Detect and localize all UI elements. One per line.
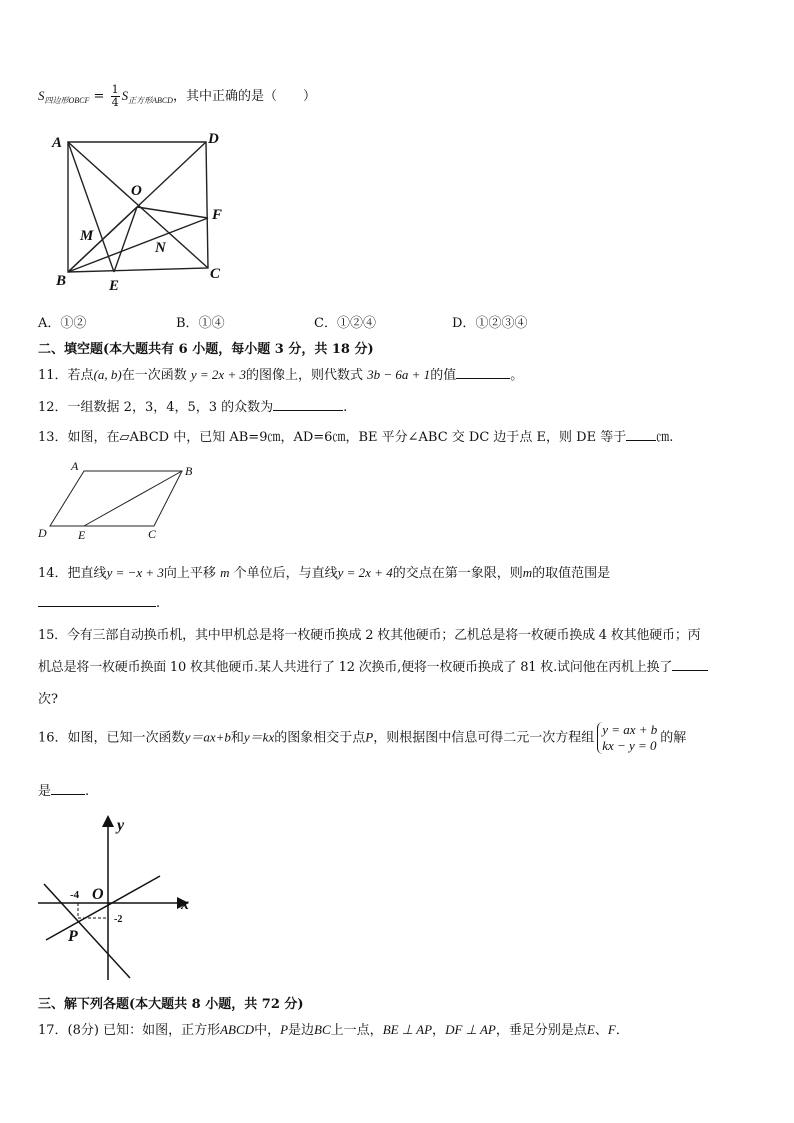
q17-t2: 中， bbox=[254, 1023, 281, 1038]
q16-t4: ，则根据图中信息可得二元一次方程组 bbox=[373, 730, 595, 746]
origin-label: O bbox=[92, 886, 104, 903]
axis-label-x: x bbox=[181, 896, 189, 913]
s2-sub: 正方形ABCD bbox=[128, 96, 173, 105]
q14-t5: 的取值范围是 bbox=[532, 566, 611, 581]
q16-t1: 如图，已知一次函数 bbox=[67, 730, 185, 746]
q17-f: F bbox=[607, 1022, 616, 1037]
q16-t3: 的图象相交于点 bbox=[274, 730, 366, 746]
q16-line2: 是 bbox=[38, 784, 52, 799]
q14-f2: y = 2x + 4 bbox=[337, 565, 393, 580]
q14-t1: 把直线 bbox=[67, 566, 107, 581]
q17-t6: ，垂足分别是点 bbox=[495, 1023, 587, 1038]
choice-d-value: ①②③④ bbox=[475, 316, 528, 331]
q17-t8: ． bbox=[615, 1023, 629, 1038]
q14-m2: m bbox=[522, 565, 533, 580]
s1-sub: 四边形OBCF bbox=[44, 96, 90, 105]
point-label-p: P bbox=[68, 928, 78, 945]
label-d: D bbox=[208, 131, 219, 147]
q14-t4: 的交点在第一象限，则 bbox=[392, 566, 523, 581]
frac-den: 4 bbox=[111, 96, 119, 109]
label-e: E bbox=[109, 278, 120, 294]
q13-text: 如图，在▱ABCD 中，已知 AB=9㎝，AD=6㎝，BE 平分∠ABC 交 DC 边于点 E，则 DE 等于 bbox=[67, 430, 627, 445]
label-b: B bbox=[56, 273, 67, 289]
q14-t2: 向上平移 bbox=[163, 566, 216, 581]
q16-f1: y＝ax+b bbox=[184, 729, 231, 745]
choice-a-letter: A． bbox=[38, 316, 61, 331]
q11-t3: 的图像上，则代数式 bbox=[245, 368, 363, 383]
q17-p: P bbox=[280, 1022, 289, 1037]
tick-label-neg4: -4 bbox=[70, 889, 80, 901]
q16-t2: 和 bbox=[230, 730, 244, 746]
frac-num: 1 bbox=[111, 83, 119, 96]
q17-t7: 、 bbox=[594, 1023, 608, 1038]
section-3-heading: 三、解下列各题(本大题共 8 小题，共 72 分) bbox=[38, 997, 304, 1012]
q16-eq2: kx − y = 0 bbox=[602, 738, 657, 753]
q14-num: 14． bbox=[38, 566, 68, 581]
q12-end: . bbox=[343, 400, 348, 415]
q10-question: ，其中正确的是（ ） bbox=[172, 89, 316, 104]
q17-abcd: ABCD bbox=[220, 1022, 255, 1037]
q16-p: P bbox=[365, 729, 374, 745]
label-n: N bbox=[155, 240, 166, 256]
q17-e: E bbox=[586, 1022, 595, 1037]
label-o: O bbox=[131, 183, 142, 199]
choice-b-value: ①④ bbox=[198, 316, 225, 331]
choice-b-letter: B． bbox=[176, 316, 199, 331]
q11-t4: 的值 bbox=[430, 368, 457, 383]
para-label-c: C bbox=[148, 527, 157, 541]
q16-f2: y＝kx bbox=[243, 729, 275, 745]
q11-t2: 在一次函数 bbox=[121, 368, 187, 383]
para-label-d: D bbox=[38, 526, 47, 540]
tick-label-neg2: -2 bbox=[114, 914, 123, 925]
q17-c2: DF ⊥ AP bbox=[445, 1022, 496, 1037]
choice-c-value: ①②④ bbox=[336, 316, 376, 331]
q17-c1: BE ⊥ AP bbox=[382, 1022, 433, 1037]
q11-num: 11． bbox=[38, 368, 68, 383]
label-a: A bbox=[52, 135, 63, 151]
q16-t5: 的解 bbox=[660, 730, 687, 746]
question-15-line3: 次? bbox=[38, 692, 58, 707]
q17-t4: 上一点， bbox=[330, 1023, 383, 1038]
q17-num: 17． bbox=[38, 1023, 68, 1038]
q14-t3: 个单位后，与直线 bbox=[233, 566, 338, 581]
para-label-b: B bbox=[185, 464, 193, 478]
q16-num: 16． bbox=[38, 730, 68, 746]
q12-text: 一组数据 2，3，4，5，3 的众数为 bbox=[67, 400, 274, 415]
q15-line2-text: 机总是将一枚硬币换面 10 枚其他硬币.某人共进行了 12 次换币,便将一枚硬币换成了 81 枚.试问他在丙机上换了 bbox=[38, 660, 673, 675]
axis-label-y: y bbox=[117, 817, 125, 834]
label-c: C bbox=[210, 266, 221, 282]
q14-m1: m bbox=[220, 565, 230, 580]
q14-f1: y = −x + 3 bbox=[106, 565, 164, 580]
q13-num: 13． bbox=[38, 430, 68, 445]
q11-expr: 3b − 6a + 1 bbox=[367, 367, 431, 382]
q11-func: y = 2x + 3 bbox=[190, 367, 246, 382]
label-f: F bbox=[212, 207, 223, 223]
q13-end: ㎝. bbox=[656, 430, 674, 445]
choice-d-letter: D． bbox=[452, 316, 476, 331]
q17-t3: 是边 bbox=[288, 1023, 315, 1038]
q11-point: (a, b) bbox=[93, 367, 122, 382]
s2: S bbox=[121, 88, 129, 103]
q17-t1: (8分) 已知：如图，正方形 bbox=[67, 1023, 221, 1038]
question-17 bbox=[38, 1019, 629, 1038]
line-y-ax-b bbox=[44, 884, 130, 978]
q14-end: . bbox=[156, 596, 161, 611]
choice-c-letter: C． bbox=[314, 316, 337, 331]
equals: = bbox=[93, 89, 105, 104]
q17-bc: BC bbox=[314, 1022, 331, 1037]
para-label-e: E bbox=[78, 528, 86, 542]
q16-eq1: y = ax + b bbox=[602, 722, 658, 737]
s1: S bbox=[38, 88, 45, 103]
label-m: M bbox=[80, 228, 94, 244]
q11-t1: 若点 bbox=[67, 368, 94, 383]
para-label-a: A bbox=[71, 459, 79, 473]
q12-num: 12． bbox=[38, 400, 68, 415]
q17-t5: ， bbox=[432, 1023, 446, 1038]
q16-end: . bbox=[85, 784, 90, 799]
choice-a-value: ①② bbox=[60, 316, 87, 331]
section-2-heading: 二、填空题(本大题共有 6 小题，每小题 3 分，共 18 分) bbox=[38, 342, 374, 357]
q11-t5: 。 bbox=[510, 368, 524, 383]
question-15-line1: 15．今有三部自动换币机，其中甲机总是将一枚硬币换成 2 枚其他硬币；乙机总是将一枚硬币换成 4 枚其他硬币；丙 bbox=[38, 628, 701, 643]
